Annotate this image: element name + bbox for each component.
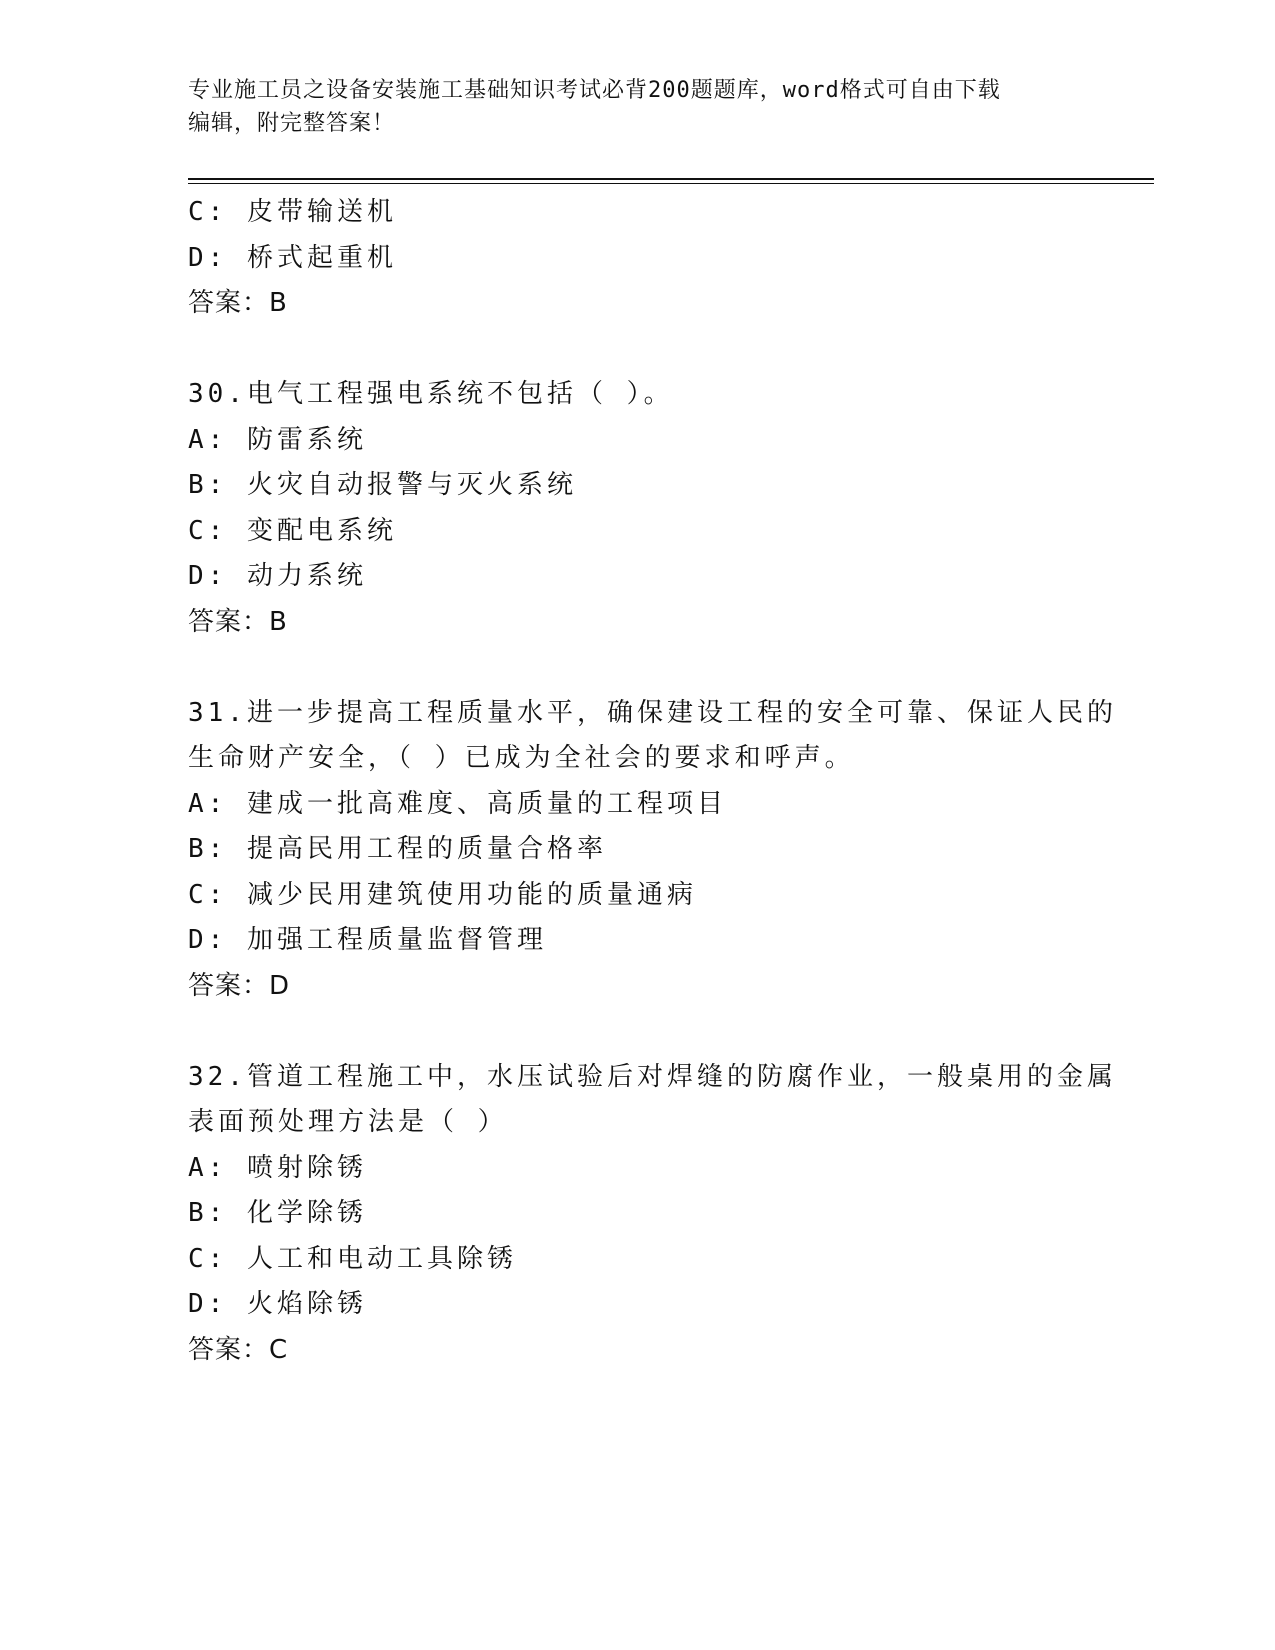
question-stem-line1: 31.进一步提高工程质量水平，确保建设工程的安全可靠、保证人民的 <box>188 697 1117 728</box>
question-32 <box>188 1055 1117 1374</box>
spacer <box>188 1009 1088 1055</box>
question-list <box>188 190 1117 1373</box>
question-stem-line1: 32.管道工程施工中，水压试验后对焊缝的防腐作业，一般桌用的金属 <box>188 1061 1117 1092</box>
question-stem: 30.电气工程强电系统不包括（ ）。 <box>188 379 674 409</box>
answer-line: 答案：B <box>188 288 288 318</box>
spacer <box>188 645 1088 691</box>
option-c: C: 人工和电动工具除锈 <box>188 1243 517 1274</box>
option-c: C: 减少民用建筑使用功能的质量通病 <box>188 879 697 910</box>
question-31 <box>188 691 1117 1010</box>
answer-line: 答案：B <box>188 606 288 637</box>
question-stem-line2: 生命财产安全，（ ）已成为全社会的要求和呼声。 <box>188 743 855 773</box>
answer-line: 答案：C <box>188 1334 289 1365</box>
answer-line: 答案：D <box>188 970 291 1001</box>
option-b: B: 提高民用工程的质量合格率 <box>188 834 607 864</box>
option-b: B: 火灾自动报警与灭火系统 <box>188 470 577 500</box>
header-title-line1: 专业施工员之设备安装施工基础知识考试必背200题题库，word格式可自由下载 <box>188 78 1001 103</box>
option-d: D: 加强工程质量监督管理 <box>188 925 547 955</box>
option-a: A: 建成一批高难度、高质量的工程项目 <box>188 788 727 819</box>
document-header <box>188 74 1088 140</box>
question-29-tail <box>188 190 1088 327</box>
header-divider-thick <box>188 178 1154 180</box>
option-d: D: 火焰除锈 <box>188 1289 367 1319</box>
option-d: D: 桥式起重机 <box>188 242 397 273</box>
header-divider-thin <box>188 183 1154 184</box>
option-a: A: 喷射除锈 <box>188 1152 367 1183</box>
option-a: A: 防雷系统 <box>188 424 367 455</box>
option-c: C: 变配电系统 <box>188 515 397 546</box>
option-b: B: 化学除锈 <box>188 1198 367 1228</box>
spacer <box>188 327 1088 373</box>
header-title-line2: 编辑，附完整答案！ <box>188 111 396 136</box>
question-30 <box>188 372 1088 645</box>
option-c: C: 皮带输送机 <box>188 197 397 227</box>
option-d: D: 动力系统 <box>188 561 367 591</box>
question-stem-line2: 表面预处理方法是（ ） <box>188 1107 508 1137</box>
